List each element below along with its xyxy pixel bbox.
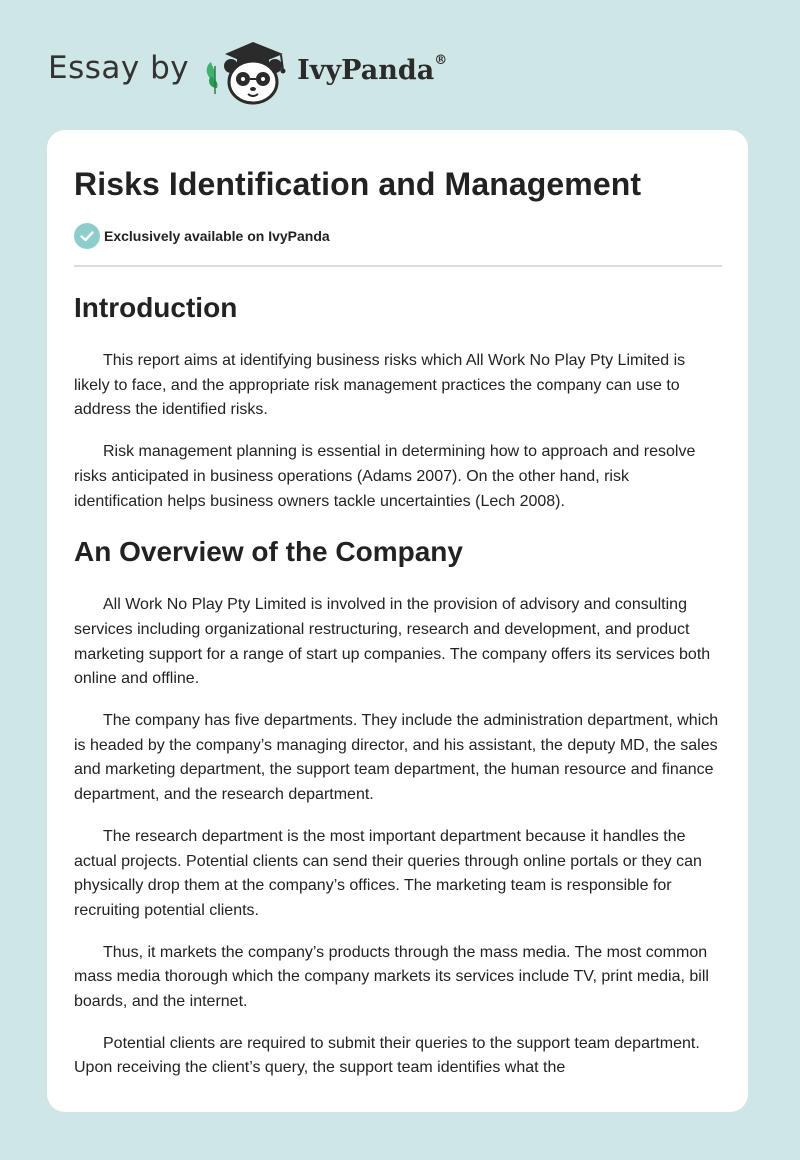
check-circle-icon: [74, 223, 100, 249]
brand-name[interactable]: IvyPanda®: [297, 52, 448, 86]
registered-mark: ®: [434, 52, 448, 68]
section-introduction: [74, 287, 722, 514]
site-header: [48, 36, 447, 106]
panda-logo-icon[interactable]: [203, 36, 293, 106]
paragraph: Potential clients are required to submit their queries to the support team department. Upon receiving the client’s query, the support team identifies what the: [74, 1034, 700, 1077]
paragraph: Risk management planning is essential in determining how to approach and resolve risks anticipated in business operations (Adams 2007). On the other hand, risk identification helps business owners tackle uncertainties (Lech 2008).: [74, 443, 696, 510]
paragraph: Thus, it markets the company’s products through the mass media. The most common mass media thorough which the company markets its services include TV, print media, bill boards, and the internet.: [74, 943, 709, 1011]
section-heading: Introduction: [74, 292, 238, 323]
paragraph: This report aims at identifying business risks which All Work No Play Pty Limited is likely to face, and the appropriate risk management practices the company can use to address the identified risks.: [74, 352, 686, 419]
exclusive-label: Exclusively available on IvyPanda: [104, 228, 330, 244]
paragraph: The company has five departments. They include the administration department, which is headed by the company’s managing director, and his assistant, the deputy MD, the sales and marketing department, the support team department, the human resource and finance department, and the research department.: [74, 712, 719, 804]
essay-card: [47, 130, 748, 1112]
paragraph: The research department is the most important department because it handles the actual projects. Potential clients can send their queries through online portals or they can physically drop them at the company’s offices. The marketing team is responsible for recruiting potential clients.: [74, 827, 702, 919]
section-heading: An Overview of the Company: [74, 536, 463, 568]
section-company-overview: [74, 531, 722, 1081]
divider: [74, 265, 722, 267]
essay-title: Risks Identification and Management: [74, 166, 642, 202]
brand-prefix: Essay by: [48, 50, 190, 86]
exclusive-badge: [74, 222, 722, 250]
paragraph: All Work No Play Pty Limited is involved in the provision of advisory and consulting services including organizational restructuring, research and development, and product marketing support for a range of start up companies. The company offers its services both online and offline.: [74, 596, 711, 688]
